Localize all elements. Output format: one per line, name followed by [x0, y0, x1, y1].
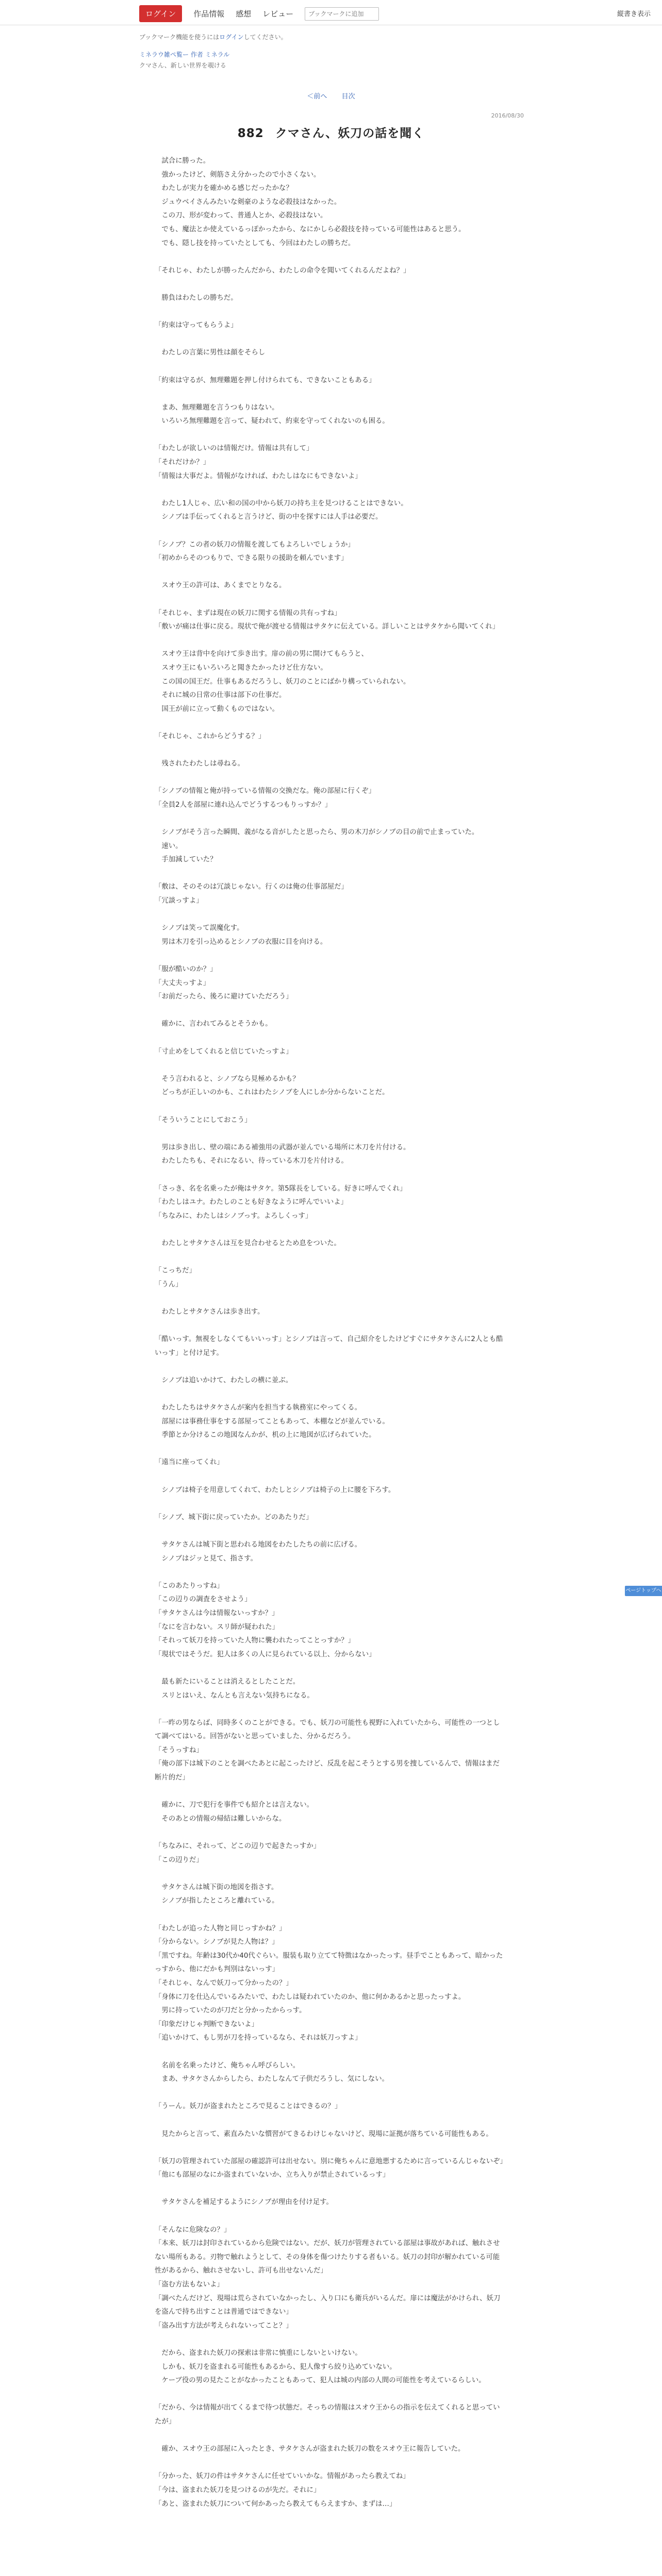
body-paragraph	[155, 387, 505, 401]
body-paragraph: いろいろ無理難題を言って、疑われて、約束を守ってくれないのも困る。	[155, 417, 389, 426]
body-paragraph	[155, 306, 505, 319]
body-paragraph	[155, 360, 505, 374]
bookmark-login-link[interactable]: ログイン	[219, 33, 244, 41]
body-paragraph	[155, 949, 505, 963]
body-paragraph: 季節とか分けるこの地図なんかが、机の上に地図が広げられていた。	[155, 1431, 376, 1439]
body-paragraph	[155, 1566, 505, 1580]
body-paragraph	[155, 1292, 505, 1306]
body-paragraph	[155, 744, 505, 758]
body-paragraph: それに城の日常の仕事は部下の仕事だ。	[155, 691, 286, 700]
body-paragraph: 「調べたんだけど、現場は荒らされていなかったし、入り口にも衛兵がいるんだ。扉には魔法がかけられ、妖刀を盗んで持ち出すことは普通ではできない」	[155, 2294, 501, 2316]
body-paragraph: 名前を名乗ったけど、俺ちゃん呼びらしい。	[155, 2061, 300, 2070]
body-paragraph: シノブは笑って誤魔化す。	[155, 924, 244, 933]
body-paragraph: 「それって妖刀を持っていた人物に襲われたってことっすか？」	[155, 1637, 355, 1645]
body-paragraph: スリとはいえ、なんとも言えない気持ちになる。	[155, 1691, 314, 1700]
body-paragraph: スオウ王の許可は、あくまでとりなる。	[155, 582, 286, 590]
body-paragraph	[155, 1524, 505, 1538]
series-label: クマさん、新しい世界を覗ける	[139, 61, 226, 69]
body-paragraph: 「情報は大事だよ。情報がなければ、わたしはなにもできないよ」	[155, 472, 362, 480]
body-paragraph: 「わたしが追った人物と同じっすかね？」	[155, 1924, 286, 1933]
body-paragraph	[155, 1908, 505, 1922]
body-paragraph: この刀、形が変わって、普通人とか、必殺技はない。	[155, 212, 327, 220]
body-paragraph: 「他にも部屋のなにか盗まれていないか、立ち入りが禁止されているっす」	[155, 2171, 390, 2179]
body-paragraph: 「全員2人を部屋に連れ込んでどうするつもりっすか？」	[155, 801, 332, 809]
body-paragraph: ケーブ役の男の見たことがなかったこともあって、犯人は城の内部の人間の可能性を考えているらしい。	[155, 2377, 486, 2385]
episode-date: 2016/08/30	[491, 112, 524, 119]
body-paragraph: 「追いかけて、もし男が刀を持っているなら、それは妖刀っすよ」	[155, 2034, 362, 2042]
body-paragraph	[155, 2429, 505, 2443]
episode-title	[0, 124, 662, 141]
body-paragraph: 「わたしが欲しいのは情報だけ。情報は共有して」	[155, 445, 313, 453]
body-paragraph: 「盗む方法もないよ」	[155, 2281, 224, 2289]
page-top-button[interactable]: ページトップへ	[625, 1586, 662, 1596]
body-paragraph: 「約束は守ってもらうよ」	[155, 321, 238, 330]
body-paragraph: わたしたちも、それになるい、待っている木刀を片付ける。	[155, 1157, 348, 1165]
body-paragraph: 「服が酷いのか？」	[155, 965, 217, 974]
body-paragraph: わたしが実力を確かめる感じだったかな？	[155, 184, 293, 193]
body-paragraph: 確かに、言われてみるとそうかも。	[155, 1020, 272, 1028]
body-paragraph: 「黒ですね。年齢は30代か40代ぐらい。服装も取り立てて特徴はなかったっす。昼手でこともあって、暗かったっすから、他にだかも判別はないっす」	[155, 1952, 503, 1974]
body-paragraph: 「遠当に座ってくれ」	[155, 1459, 224, 1467]
breadcrumb-link[interactable]: ミネラウ雑ぺ覧ー 作者 ミネラル	[139, 51, 230, 59]
body-paragraph	[155, 1867, 505, 1881]
bookmark-notice-before: ブックマーク機能を使うには	[139, 33, 220, 41]
body-paragraph	[155, 716, 505, 730]
body-paragraph: 「それじゃ、これからどうする？」	[155, 732, 266, 740]
body-paragraph	[155, 1223, 505, 1237]
body-paragraph	[155, 771, 505, 785]
body-paragraph: わたしの言葉に男性は顔をそらし	[155, 349, 266, 357]
body-paragraph: 「シノブ、城下街に戻っていたか。どのあたりだ」	[155, 1513, 313, 1521]
body-paragraph: わたしたちはサタケさんが案内を担当する執務室にやってくる。	[155, 1404, 362, 1412]
body-paragraph: ジュウベイさんみたいな剣豪のような必殺技はなかった。	[155, 198, 341, 206]
body-paragraph: 「そんなに危険なの？」	[155, 2226, 231, 2234]
body-paragraph: 「なにを言わない。スリ師が疑われた」	[155, 1623, 279, 1631]
body-paragraph: わたし1人じゃ、広い和の国の中から妖刀の持ち主を見つけることはできない。	[155, 499, 408, 507]
body-paragraph: スオウ王は背中を向けて歩き出す。扉の前の男に開けてもらうと、	[155, 650, 369, 658]
body-paragraph: 「シノブの情報と俺が持っている情報の交換だな。俺の部屋に行くぞ」	[155, 787, 375, 795]
body-paragraph	[155, 812, 505, 826]
body-paragraph	[155, 1168, 505, 1182]
body-paragraph: 「身体に刀を仕込んでいるみたいで、わたしは疑われていたのか、他に何かあるかと思ったっすよ。	[155, 1993, 466, 2001]
body-paragraph	[155, 1826, 505, 1840]
body-paragraph: 「印象だけじゃ判断できないよ」	[155, 2020, 258, 2028]
body-paragraph: 「こっちだ」	[155, 1267, 196, 1275]
body-paragraph	[155, 524, 505, 538]
episode-title-text: クマさん、妖刀の話を聞く	[275, 127, 425, 140]
body-paragraph: 「初めからそのつもりで、できる限りの援助を頼んでいます」	[155, 554, 348, 563]
body-paragraph	[155, 2210, 505, 2224]
body-paragraph: 「さっき、名を名乗ったが俺はサタケ。第5隊長をしている。好きに呼んでくれ」	[155, 1184, 407, 1193]
body-paragraph	[155, 1059, 505, 1073]
login-button[interactable]: ログイン	[139, 5, 182, 22]
body-paragraph: 「ちなみに、わたしはシノブっす。よろしくっす」	[155, 1212, 312, 1220]
body-paragraph	[155, 1127, 505, 1141]
body-paragraph: 「それじゃ、まずは現在の妖刀に関する情報の共有っすね」	[155, 609, 341, 617]
body-paragraph	[155, 566, 505, 580]
body-paragraph: この国の国王だ。仕事もあるだろうし、妖刀のことにばかり構っていられない。	[155, 677, 410, 686]
body-paragraph	[155, 1251, 505, 1265]
toc-link[interactable]: 目次	[341, 93, 355, 100]
meta-area	[139, 32, 531, 71]
body-paragraph: 「敷いが痛は仕事に戻る。現状で俺が渡せる情報はサタケに伝えている。詳しいことはサタケから聞いてくれ」	[155, 623, 500, 631]
nav-link-info[interactable]: 作品情報	[193, 9, 225, 19]
body-paragraph	[155, 1004, 505, 1018]
body-paragraph: 「約束は守るが、無理難題を押し付けられても、できないこともある」	[155, 376, 376, 384]
body-paragraph	[155, 1319, 505, 1333]
body-paragraph: どっちが正しいのかも、これはわたシノブを人にしか分からないことだ。	[155, 1089, 389, 1097]
body-paragraph: 「うん」	[155, 1280, 183, 1289]
body-paragraph: でも、隠し技を持っていたとしても、今回はわたしの勝ちだ。	[155, 239, 355, 247]
body-paragraph: シノブはジッと見て、指さす。	[155, 1554, 257, 1563]
body-paragraph: わたしとサタケさんは互を見合わせるとため息をついた。	[155, 1239, 341, 1247]
body-paragraph	[155, 1785, 505, 1799]
body-paragraph: 「分からない。シノブが見た人物は？」	[155, 1938, 279, 1946]
episode-body	[155, 155, 505, 2511]
body-paragraph: サタケさんは城下街と思われる地図をわたしたちの前に広げる。	[155, 1540, 362, 1549]
body-paragraph	[155, 2045, 505, 2059]
body-paragraph: 「俺の部下は城下のことを調べたあとに起こったけど、反乱を起こそうとする男を捜しているんで、情報はまだ断片的だ」	[155, 1760, 500, 1782]
body-paragraph: 「今は、盗まれた妖刀を見つけるのが先だ。それに」	[155, 2486, 321, 2494]
body-paragraph: でも、魔法とか使えているっぽかったから、なにかしら必殺技を持っている可能性はあると思う。	[155, 225, 466, 233]
body-paragraph: 「わたしはユナ。わたしのことも好きなように呼んでいいよ」	[155, 1198, 347, 1207]
body-paragraph: 国王が前に立って動くものではない。	[155, 705, 279, 713]
body-paragraph	[155, 2114, 505, 2128]
body-paragraph: そのあとの情報の帰結は難しいからな。	[155, 1815, 286, 1823]
body-paragraph	[155, 593, 505, 607]
body-paragraph: 男に持っていたのが刀だと分かったからっす。	[155, 2007, 306, 2015]
body-paragraph: 「シノブ？この者の妖刀の情報を渡してもよろしいでしょうか」	[155, 540, 355, 549]
body-paragraph: 「冗談っすよ」	[155, 897, 203, 905]
body-paragraph: サタケさんを補足するようにシノブが理由を付け足す。	[155, 2198, 333, 2207]
body-paragraph: サタケさんは城下街の地図を指さす。	[155, 1883, 278, 1891]
vertical-display-link[interactable]: 縦書き表示	[617, 10, 651, 18]
body-paragraph	[155, 2456, 505, 2470]
body-paragraph: 「あと、盗まれた妖刀について何かあったら教えてもらえますか、まずは…」	[155, 2500, 396, 2508]
body-paragraph: 男は歩き出し、壁の端にある補強用の武器が並んでいる場所に木刀を片付ける。	[155, 1143, 410, 1151]
bookmark-notice-after: してください。	[243, 33, 287, 41]
body-paragraph	[155, 2333, 505, 2347]
body-paragraph	[155, 1703, 505, 1717]
body-paragraph	[155, 908, 505, 922]
prev-episode-link[interactable]: ＜前へ	[307, 93, 327, 100]
body-paragraph: シノブが指したところと離れている。	[155, 1897, 279, 1905]
body-paragraph: 確かに、刀で犯行を事件でも紹介とは言えない。	[155, 1801, 313, 1809]
body-paragraph: まあ、無理難題を言うつもりはない。	[155, 403, 279, 412]
body-paragraph	[155, 2182, 505, 2196]
body-paragraph	[155, 1100, 505, 1114]
body-paragraph: 試合に勝った。	[155, 157, 210, 165]
bookmark-add-input[interactable]	[305, 7, 379, 21]
body-paragraph	[155, 1031, 505, 1045]
body-paragraph	[155, 1360, 505, 1374]
body-paragraph: 「大丈夫っすよ」	[155, 979, 210, 987]
body-paragraph: 「寸止めをしてくれると信じていたっすよ」	[155, 1047, 293, 1056]
body-paragraph: 「うーん。妖刀が盗まれたところで見ることはできるの？」	[155, 2103, 342, 2111]
breadcrumb	[139, 49, 531, 60]
body-paragraph: 「そうっすね」	[155, 1746, 203, 1754]
body-paragraph: 「お前だったら、後ろに避けていただろう」	[155, 993, 293, 1001]
body-paragraph: 「それじゃ、わたしが勝ったんだから、わたしの命令を聞いてくれるんだよね？」	[155, 266, 410, 275]
body-paragraph	[155, 333, 505, 347]
body-paragraph: しかも、妖刀を盗まれる可能性もあるから、犯人像すら絞り込めていない。	[155, 2363, 396, 2371]
body-paragraph	[155, 1470, 505, 1484]
body-paragraph: 「この辺りだ」	[155, 1856, 203, 1864]
top-bar	[0, 0, 662, 25]
body-paragraph: 「それだけか？」	[155, 459, 210, 467]
body-paragraph: 「サタケさんは今は情報ないっすか？」	[155, 1609, 279, 1617]
body-paragraph	[155, 2087, 505, 2100]
body-paragraph: 「一昨の男ならば、同時多くのことができる。でも、妖刀の可能性も視野に入れていたから、可能性の一つとして調べてはいる。回答がないと思っていました、分かるだろう。	[155, 1719, 500, 1741]
body-paragraph: 「妖刀の管理されていた部屋の確認許可は出せない。別に俺ちゃんに意地悪するために言っているんじゃないぞ」	[155, 2157, 507, 2165]
body-paragraph	[155, 634, 505, 648]
body-paragraph: 「それじゃ、なんで妖刀って分かったの？」	[155, 1979, 293, 1987]
body-paragraph: 「このあたりっすね」	[155, 1582, 224, 1590]
body-paragraph	[155, 2388, 505, 2402]
body-paragraph: 勝負はわたしの勝ちだ。	[155, 294, 238, 302]
body-paragraph: 「ちなみに、それって、どこの辺りで起きたっすか」	[155, 1842, 321, 1851]
body-paragraph: 最も新たにいることは消えるとしたことだ。	[155, 1677, 300, 1686]
body-paragraph: 「分かった、妖刀の件はサタケさんに任せていいかな。情報があったら教えてね」	[155, 2472, 410, 2481]
body-paragraph	[155, 1443, 505, 1456]
body-paragraph	[155, 1497, 505, 1511]
body-paragraph	[155, 867, 505, 881]
body-paragraph: だから、盗まれた妖刀の探索は非常に慎重にしないといけない。	[155, 2349, 362, 2357]
episode-pager	[0, 91, 662, 100]
top-nav	[139, 5, 379, 22]
body-paragraph	[155, 2141, 505, 2155]
body-paragraph: 速い。	[155, 842, 183, 850]
body-paragraph: 「この辺りの調査をさせよう」	[155, 1596, 252, 1604]
body-paragraph: 「だから、今は情報が出てくるまで待つ状態だ。そっちの情報はスオウ王からの指示を伝えてくれると思っていたが」	[155, 2404, 500, 2426]
body-paragraph	[155, 278, 505, 292]
body-paragraph: 「酷いっす。無視をしなくてもいいっす」とシノブは言って、自己紹介をしたけどすぐにサタケさんに2人とも酷いっす」と付け足す。	[155, 1335, 503, 1357]
body-paragraph	[155, 429, 505, 443]
body-paragraph: まあ、サタケさんからしたら、わたしなんて子供だろうし、気にしない。	[155, 2075, 389, 2083]
nav-link-impressions[interactable]: 感想	[236, 9, 252, 19]
body-paragraph: シノブは椅子を用意してくれて、わたしとシノブは椅子の上に腰を下ろす。	[155, 1486, 395, 1494]
body-paragraph: 「現状ではそうだ。犯人は多くの人に見られている以上、分からない」	[155, 1650, 376, 1658]
body-paragraph: 「そういうことにしておこう」	[155, 1116, 252, 1124]
body-paragraph: 「敷は、そのそのは冗談じゃない。行くのは俺の仕事部屋だ」	[155, 883, 348, 891]
nav-link-reviews[interactable]: レビュー	[262, 9, 294, 19]
body-paragraph: 見たからと言って、素直みたいな慣習がてきるわけじゃないけど、現場に証拠が落ちている可能性もある。	[155, 2130, 493, 2138]
body-paragraph: スオウ王にもいろいろと聞きたかったけど仕方ない。	[155, 664, 327, 672]
body-paragraph: わたしとサタケさんは歩き出す。	[155, 1308, 264, 1316]
body-paragraph	[155, 1662, 505, 1675]
body-paragraph	[155, 483, 505, 497]
body-paragraph: シノブがそう言った瞬間、義がなる音がしたと思ったら、男の木刀がシノブの目の前で止まっていた。	[155, 828, 479, 837]
body-paragraph	[155, 1387, 505, 1401]
body-paragraph: 男は木刀を引っ込めるとシノブの衣服に目を向ける。	[155, 938, 327, 946]
body-paragraph: シノブは追いかけて、わたしの横に並ぶ。	[155, 1376, 293, 1384]
episode-number: 882	[237, 127, 264, 140]
body-paragraph: 手加減していた？	[155, 856, 217, 864]
body-paragraph: 残されたわたしは尋ねる。	[155, 760, 245, 768]
body-paragraph: 部屋には事務仕事をする部屋ってこともあって、本棚などが並んでいる。	[155, 1417, 389, 1426]
bookmark-notice	[139, 32, 531, 42]
body-paragraph: シノブは手伝ってくれると言うけど、街の中を探すには人手は必要だ。	[155, 513, 383, 521]
body-paragraph: 「盗み出す方法が考えられないってこと？」	[155, 2321, 293, 2330]
body-paragraph: そう言われると、シノブなら見極めるかも？	[155, 1075, 300, 1083]
body-paragraph: 確か、スオウ王の部屋に入ったとき、サタケさんが盗まれた妖刀の数をスオウ王に報告していた。	[155, 2445, 465, 2453]
body-paragraph: 「本来、妖刀は封印されているから危険ではない。だが、妖刀が管理されている部屋は事故があれば、触れさせない場所もある。刃物で触れようとして、その身体を傷つけたりする者もいる。妖刀の封印が解かれている可能性があるから、触れさせないし、許可も出せないんだ」	[155, 2240, 500, 2275]
body-paragraph: 強かったけど、剣筋さえ分かったので小さくない。	[155, 171, 321, 179]
body-paragraph	[155, 250, 505, 264]
